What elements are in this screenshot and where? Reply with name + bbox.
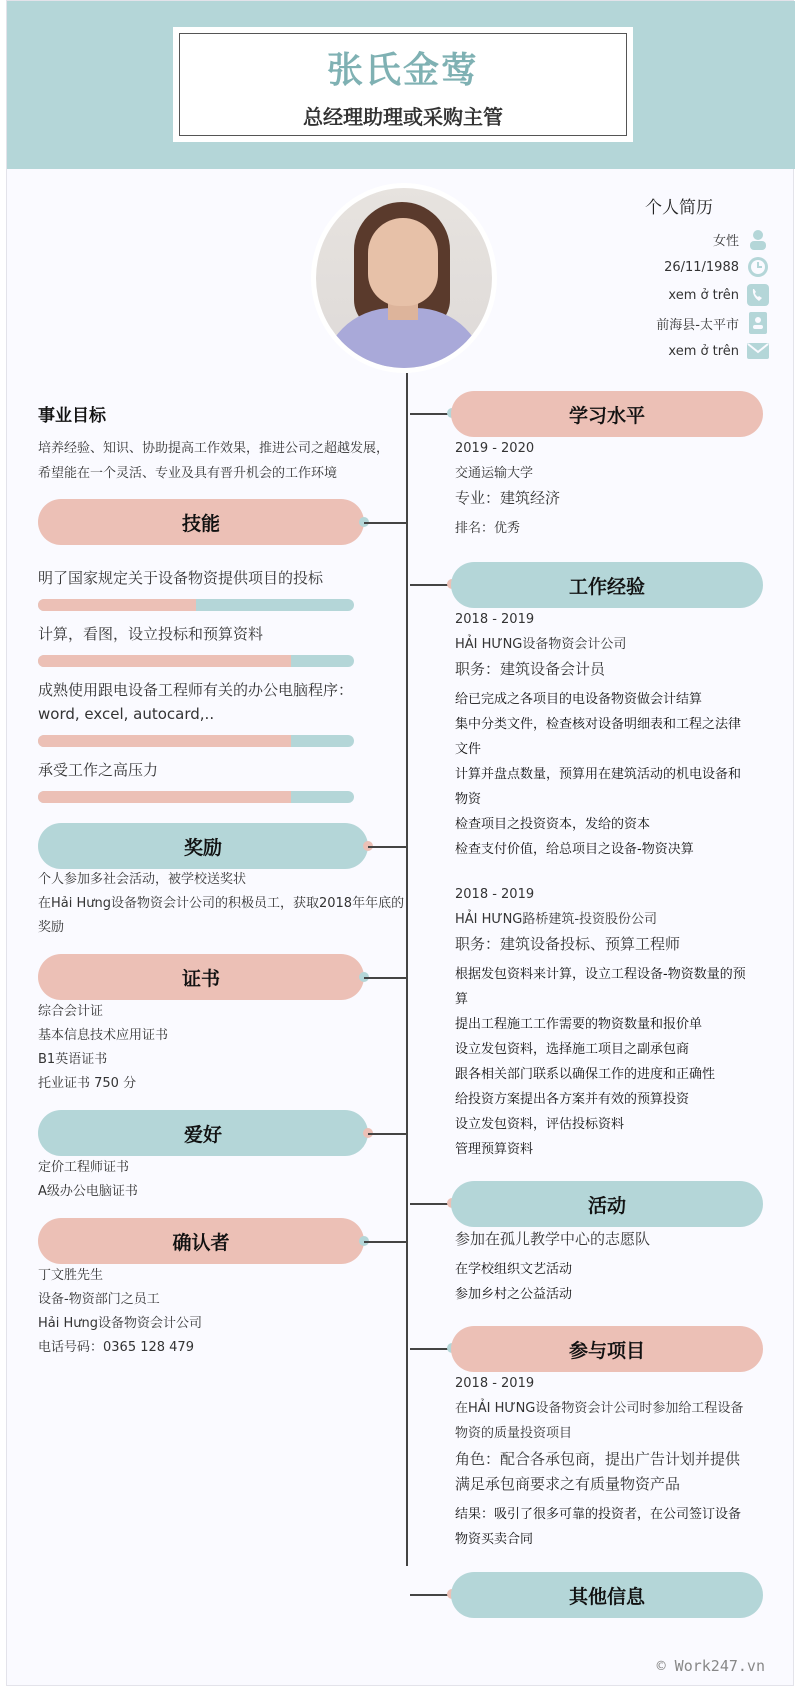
person-icon xyxy=(747,228,769,250)
candidate-name: 张氏金莺 xyxy=(326,50,479,91)
job-duty: 文件 xyxy=(455,742,482,757)
certificates-pill: 证书 xyxy=(38,954,364,1000)
certificate-line: 综合会计证 xyxy=(38,1004,104,1019)
activities-pill: 活动 xyxy=(451,1181,763,1227)
profile-photo xyxy=(311,183,497,373)
skill-bar xyxy=(38,791,354,803)
certificate-line: 托业证书 750 分 xyxy=(38,1076,137,1091)
objective-title: 事业目标 xyxy=(38,406,106,426)
job-company: HẢI HƯNG路桥建筑-投资股份公司 xyxy=(455,912,658,927)
job-duty: 跟各相关部门联系以确保工作的进度和正确性 xyxy=(455,1067,716,1082)
name-box xyxy=(173,27,633,142)
referee-line: 丁文胜先生 xyxy=(38,1268,104,1283)
education-major: 专业：建筑经济 xyxy=(455,489,561,507)
job-position: 职务：建筑设备会计员 xyxy=(455,660,606,678)
referee-line: Hải Hưng设备物资会计公司 xyxy=(38,1316,202,1331)
job-duty: 算 xyxy=(455,992,469,1007)
skill-bar xyxy=(38,655,354,667)
project-role: 满足承包商要求之有质量物资产品 xyxy=(455,1475,681,1493)
activity-line: 参加乡村之公益活动 xyxy=(455,1287,573,1302)
job-duty: 检查项目之投资资本，发给的资本 xyxy=(455,817,651,832)
skill-label: 计算，看图，设立投标和预算资料 xyxy=(38,625,264,643)
objective-line: 培养经验、知识、协助提高工作效果，推进公司之超越发展， xyxy=(38,441,390,456)
job-duty: 设立发包资料，选择施工项目之副承包商 xyxy=(455,1042,690,1057)
education-pill: 学习水平 xyxy=(451,391,763,437)
skill-label: 明了国家规定关于设备物资提供项目的投标 xyxy=(38,569,324,587)
job-duty: 计算并盘点数量，预算用在建筑活动的机电设备和 xyxy=(455,767,742,782)
education-school: 交通运输大学 xyxy=(455,466,534,481)
job-duty: 根据发包资料来计算，设立工程设备-物资数量的预 xyxy=(455,967,746,982)
mail-icon xyxy=(747,340,769,362)
activity-main: 参加在孤儿教学中心的志愿队 xyxy=(455,1230,651,1248)
project-desc: 物资的质量投资项目 xyxy=(455,1426,573,1441)
phone-icon xyxy=(747,284,769,306)
job-duty: 检查支付价值，给总项目之设备-物资决算 xyxy=(455,842,694,857)
job-duty: 管理预算资料 xyxy=(455,1142,534,1157)
certificate-line: 基本信息技术应用证书 xyxy=(38,1028,169,1043)
clock-icon xyxy=(747,256,769,278)
job-company: HẢI HƯNG设备物资会计公司 xyxy=(455,637,627,652)
project-role: 角色：配合各承包商，提出广告计划并提供 xyxy=(455,1450,741,1468)
award-line: 个人参加多社会活动，被学校送奖状 xyxy=(38,872,247,887)
profile-gender: 女性 xyxy=(713,227,769,251)
award-line: 奖励 xyxy=(38,920,65,935)
skill-label: word, excel, autocard,.. xyxy=(38,705,215,723)
address-book-icon xyxy=(747,312,769,334)
resume-page xyxy=(6,0,794,1686)
objective-line: 希望能在一个灵活、专业及具有晋升机会的工作环境 xyxy=(38,466,338,481)
education-rank: 排名：优秀 xyxy=(455,521,521,536)
profile-email: xem ở trên xyxy=(668,339,769,363)
header-band xyxy=(7,1,795,169)
hobby-line: A级办公电脑证书 xyxy=(38,1184,138,1199)
job-title: 总经理助理或采购主管 xyxy=(303,105,503,129)
skills-pill: 技能 xyxy=(38,499,364,545)
hobbies-pill: 爱好 xyxy=(38,1110,368,1156)
job-period: 2018 - 2019 xyxy=(455,612,535,627)
referee-line: 电话号码：0365 128 479 xyxy=(38,1340,194,1355)
project-desc: 在HẢI HƯNG设备物资会计公司时参加给工程设备 xyxy=(455,1401,744,1416)
skill-label: 承受工作之高压力 xyxy=(38,761,159,779)
certificate-line: B1英语证书 xyxy=(38,1052,108,1067)
skill-bar xyxy=(38,735,354,747)
watermark: © Work247.vn xyxy=(656,1657,765,1675)
job-duty: 提出工程施工工作需要的物资数量和报价单 xyxy=(455,1017,703,1032)
referee-pill: 确认者 xyxy=(38,1218,364,1264)
awards-pill: 奖励 xyxy=(38,823,368,869)
job-duty: 集中分类文件，检查核对设备明细表和工程之法律 xyxy=(455,717,742,732)
education-period: 2019 - 2020 xyxy=(455,441,535,456)
project-result: 物资买卖合同 xyxy=(455,1532,534,1547)
profile-phone: xem ở trên xyxy=(668,283,769,307)
job-duty: 设立发包资料，评估投标资料 xyxy=(455,1117,625,1132)
job-duty: 物资 xyxy=(455,792,482,807)
skill-bar xyxy=(38,599,354,611)
profile-address: 前海县-太平市 xyxy=(656,311,769,335)
award-line: 在Hải Hưng设备物资会计公司的积极员工，获取2018年年底的 xyxy=(38,896,405,911)
experience-pill: 工作经验 xyxy=(451,562,763,608)
timeline-line xyxy=(406,373,408,1566)
activity-line: 在学校组织文艺活动 xyxy=(455,1262,573,1277)
hobby-line: 定价工程师证书 xyxy=(38,1160,130,1175)
profile-title: 个人简历 xyxy=(645,198,713,218)
job-duty: 给已完成之各项目的电设备物资做会计结算 xyxy=(455,692,703,707)
other-info-pill: 其他信息 xyxy=(451,1572,763,1618)
skill-label: 成熟使用跟电设备工程师有关的办公电脑程序： xyxy=(38,681,354,699)
job-position: 职务：建筑设备投标、预算工程师 xyxy=(455,935,681,953)
projects-pill: 参与项目 xyxy=(451,1326,763,1372)
project-period: 2018 - 2019 xyxy=(455,1376,535,1391)
project-result: 结果：吸引了很多可靠的投资者，在公司签订设备 xyxy=(455,1507,742,1522)
job-duty: 给投资方案提出各方案并有效的预算投资 xyxy=(455,1092,690,1107)
job-period: 2018 - 2019 xyxy=(455,887,535,902)
referee-line: 设备-物资部门之员工 xyxy=(38,1292,160,1307)
profile-birthdate: 26/11/1988 xyxy=(664,255,769,279)
